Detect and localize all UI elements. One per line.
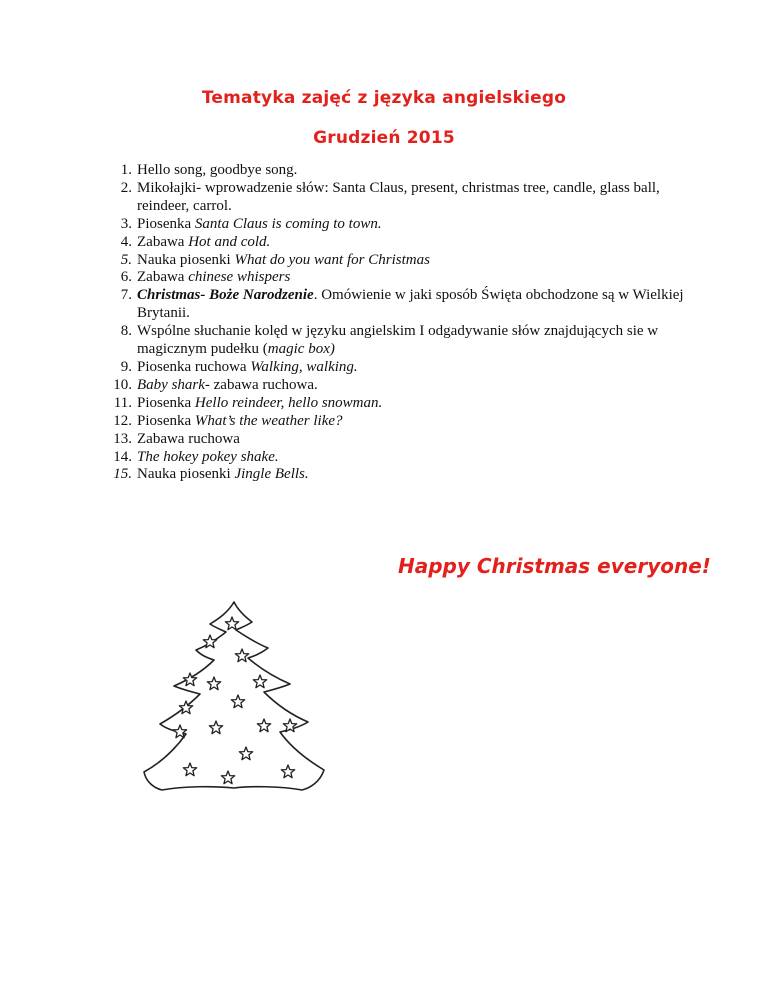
list-item	[104, 234, 694, 252]
list-item-text	[137, 180, 694, 216]
list-item	[104, 323, 694, 359]
text-run: Baby shark	[137, 376, 205, 393]
list-item	[104, 377, 694, 395]
list-item	[104, 287, 694, 323]
list-item	[104, 431, 694, 449]
text-run: What do you want for Christmas	[234, 251, 430, 268]
list-item-number: 4.	[120, 233, 132, 250]
list-item-number: 1.	[120, 162, 132, 178]
list-item	[104, 216, 694, 234]
text-run: chinese whispers	[188, 269, 291, 286]
text-run: Jingle Bells.	[234, 466, 309, 483]
list-item	[104, 449, 694, 467]
text-run: What’s the weather like?	[194, 412, 343, 429]
topic-list	[104, 162, 694, 484]
text-run: Piosenka	[137, 215, 195, 232]
list-item-text	[137, 431, 694, 449]
list-item	[104, 466, 694, 484]
list-item-text	[137, 287, 694, 323]
list-item-text	[137, 449, 694, 467]
list-item-number: 8.	[120, 323, 132, 340]
text-run: Zabawa	[137, 233, 189, 250]
list-item	[104, 413, 694, 431]
list-item-number: 9.	[120, 358, 132, 375]
text-run: Hello song, goodbye song.	[137, 162, 298, 178]
list-item-number: 15.	[113, 466, 132, 483]
text-run: Nauka piosenki	[137, 251, 235, 268]
list-item	[104, 252, 694, 270]
text-run: . Omówienie w jaki sposób Święta obchodzone są w Wielkiej Brytanii.	[137, 287, 684, 322]
text-run: magic box)	[267, 341, 335, 358]
list-item	[104, 162, 694, 180]
list-item-text	[137, 234, 694, 252]
greeting-text: Happy Christmas everyone!	[398, 554, 711, 578]
list-item-text	[137, 466, 694, 484]
list-item-text	[137, 216, 694, 234]
list-item-number: 3.	[120, 215, 132, 232]
page-subtitle: Grudzień 2015	[313, 128, 455, 148]
list-item-number: 10.	[113, 376, 132, 393]
text-run: Christmas- Boże Narodzenie	[137, 287, 314, 304]
text-run: Piosenka	[137, 412, 195, 429]
list-item-text	[137, 252, 694, 270]
list-item-text	[137, 395, 694, 413]
list-item-number: 14.	[113, 448, 132, 465]
list-item-text	[137, 413, 694, 431]
text-run: Mikołajki- wprowadzenie słów: Santa Claus, present, christmas tree, candle, glass ball, reindeer, carrol.	[137, 179, 660, 214]
list-item-number: 2.	[120, 179, 132, 196]
list-item-number: 13.	[113, 430, 132, 447]
list-item-text	[137, 323, 694, 359]
list-item-number: 6.	[120, 269, 132, 286]
christmas-tree-icon	[140, 596, 330, 794]
text-run: Hot and cold.	[188, 233, 271, 250]
list-item-number: 7.	[120, 287, 132, 304]
text-run: Piosenka	[137, 394, 195, 411]
text-run: Walking, walking.	[250, 358, 358, 375]
text-run: Zabawa ruchowa	[137, 430, 240, 447]
page-title: Tematyka zajęć z języka angielskiego	[201, 88, 567, 108]
list-item	[104, 180, 694, 216]
text-run: The hokey pokey shake.	[137, 448, 279, 465]
text-run: Wspólne słuchanie kolęd w języku angielskim I odgadywanie słów znajdujących sie w magicznym pudełku (	[137, 323, 659, 358]
list-item-text	[137, 377, 694, 395]
list-item	[104, 359, 694, 377]
list-item	[104, 395, 694, 413]
text-run: Piosenka ruchowa	[137, 358, 251, 375]
text-run: Nauka piosenki	[137, 466, 235, 483]
list-item-number: 5.	[120, 251, 132, 268]
list-item-number: 11.	[113, 394, 132, 411]
text-run: Zabawa	[137, 269, 189, 286]
list-item	[104, 269, 694, 287]
text-run: Hello reindeer, hello snowman.	[194, 394, 383, 411]
text-run: - zabawa ruchowa.	[204, 376, 318, 393]
list-item-text	[137, 359, 694, 377]
list-item-text	[137, 162, 694, 180]
list-item-number: 12.	[113, 412, 132, 429]
list-item-text	[137, 269, 694, 287]
text-run: Santa Claus is coming to town.	[194, 215, 382, 232]
